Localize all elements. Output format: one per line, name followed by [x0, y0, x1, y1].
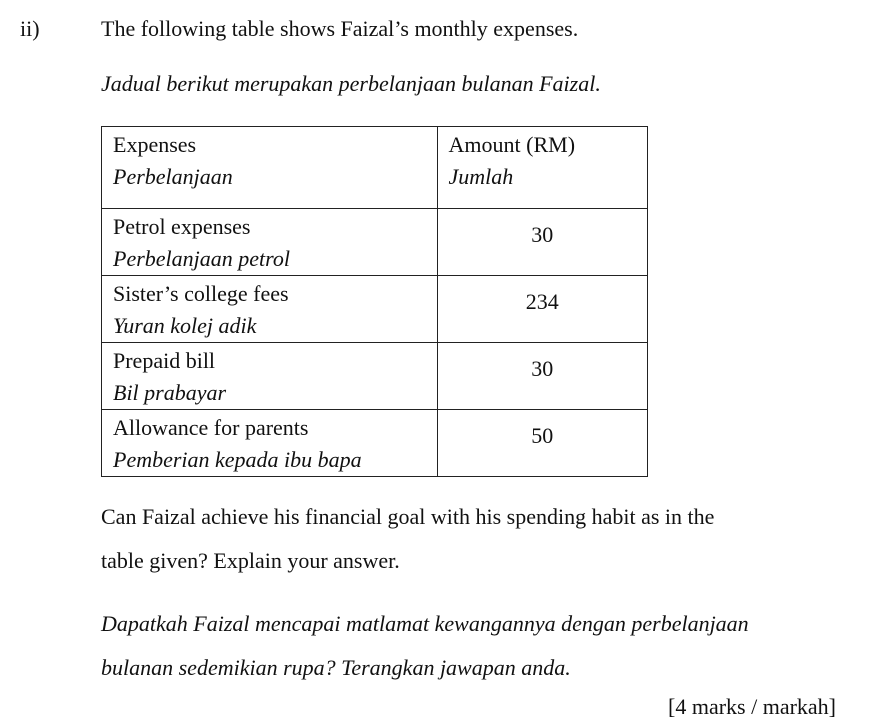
- table-row: [102, 276, 648, 343]
- header-amount-label: Amount (RM): [448, 132, 576, 157]
- expenses-table: [101, 126, 648, 477]
- expense-name-cell: [102, 209, 438, 276]
- expense-name-malay: Yuran kolej adik: [113, 313, 257, 338]
- expense-name-malay: Perbelanjaan petrol: [113, 246, 290, 271]
- expense-name: Sister’s college fees: [113, 281, 289, 306]
- table-header-row: [102, 127, 648, 209]
- header-amount-label-malay: Jumlah: [448, 164, 514, 189]
- expense-name: Allowance for parents: [113, 415, 309, 440]
- expense-amount: 50: [437, 410, 647, 477]
- header-expenses-cell: [102, 127, 438, 209]
- question-number: ii): [20, 16, 40, 41]
- table-row: [102, 209, 648, 276]
- table-row: [102, 410, 648, 477]
- question-text-malay-line-2: bulanan sedemikian rupa? Terangkan jawapan anda.: [101, 655, 571, 680]
- marks-label: [4 marks / markah]: [668, 694, 836, 719]
- table-row: [102, 343, 648, 410]
- header-expenses-label-malay: Perbelanjaan: [113, 164, 233, 189]
- expense-amount: 30: [437, 209, 647, 276]
- expense-name-cell: [102, 276, 438, 343]
- expense-name: Petrol expenses: [113, 214, 251, 239]
- expense-amount: 30: [437, 343, 647, 410]
- expense-name-cell: [102, 410, 438, 477]
- intro-text-english: The following table shows Faizal’s monthly expenses.: [101, 16, 579, 41]
- expense-name-malay: Bil prabayar: [113, 380, 227, 405]
- expense-name-malay: Pemberian kepada ibu bapa: [113, 447, 362, 472]
- expense-name-cell: [102, 343, 438, 410]
- question-text-malay-line-1: Dapatkah Faizal mencapai matlamat kewangannya dengan perbelanjaan: [101, 611, 749, 636]
- header-amount-cell: [437, 127, 647, 209]
- question-text-english-line-1: Can Faizal achieve his financial goal with his spending habit as in the: [101, 504, 715, 529]
- question-text-english-line-2: table given? Explain your answer.: [101, 548, 400, 573]
- header-expenses-label: Expenses: [113, 132, 197, 157]
- expense-amount: 234: [437, 276, 647, 343]
- intro-text-malay: Jadual berikut merupakan perbelanjaan bulanan Faizal.: [101, 71, 601, 96]
- expense-name: Prepaid bill: [113, 348, 216, 373]
